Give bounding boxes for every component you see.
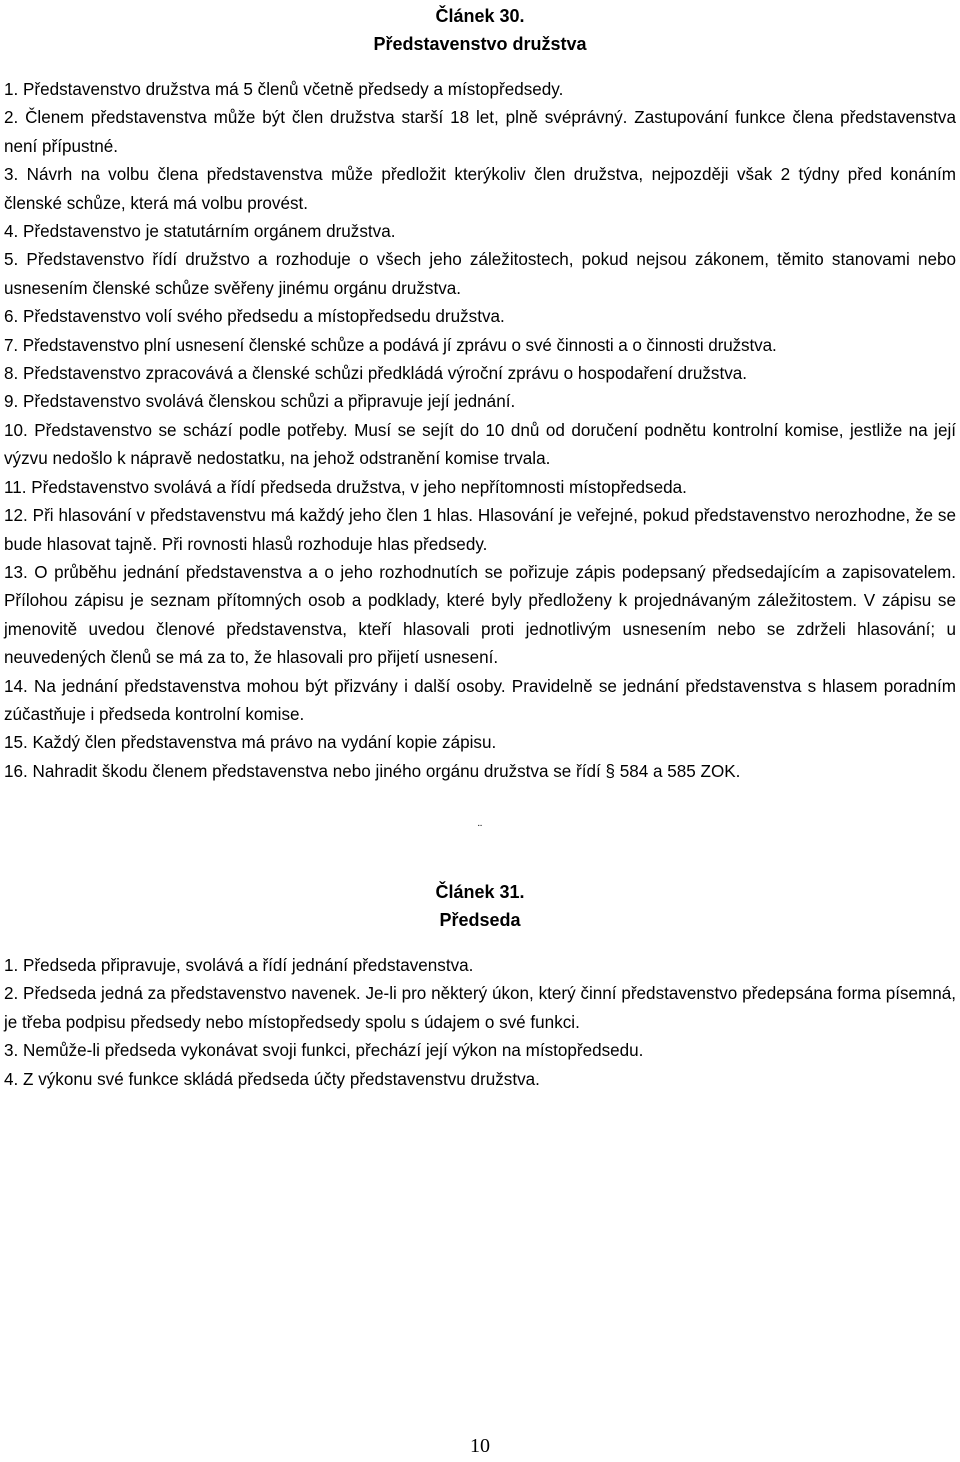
- paragraph-30-3: 3. Návrh na volbu člena představenstva může předložit kterýkoliv člen družstva, nejpozději však 2 týdny před konáním členské schůze, která má volbu provést.: [4, 165, 956, 213]
- article-30: [0, 2, 960, 786]
- article-30-number: Článek 30.: [435, 6, 525, 26]
- paragraph-30-6: 6. Představenstvo volí svého předsedu a místopředsedu družstva.: [4, 307, 505, 327]
- separator-mark: ¨: [478, 822, 482, 836]
- paragraph-30-7: 7. Představenstvo plní usnesení členské schůze a podává jí zprávu o své činnosti a o činnosti družstva.: [4, 335, 777, 355]
- paragraph-31-2: 2. Předseda jedná za představenstvo navenek. Je-li pro některý úkon, který činní představenstvo předepsána forma písemná, je třeba podpisu předsedy nebo místopředsedy spolu s údajem o své funkci.: [4, 984, 956, 1032]
- page-number: 10: [470, 1435, 490, 1457]
- paragraph-30-5: 5. Představenstvo řídí družstvo a rozhoduje o všech jeho záležitostech, pokud nejsou zákonem, těmito stanovami nebo usnesením členské schůze svěřeny jinému orgánu družstva.: [4, 250, 956, 298]
- paragraph-30-13: 13. O průběhu jednání představenstva a o jeho rozhodnutích se pořizuje zápis podepsaný předsedajícím a zapisovatelem. Přílohou zápisu je seznam přítomných osob a podklady, které byly předloženy k projednávaným záležitostem. V zápisu se jmenovitě uvedou členové představenstva, kteří hlasovali proti jednotlivým usnesením nebo se zdrželi hlasování; u neuvedených členů se má za to, že hlasovali pro přijetí usnesení.: [4, 562, 956, 668]
- paragraph-30-15: 15. Každý člen představenstva má právo na vydání kopie zápisu.: [4, 733, 497, 753]
- article-31-paragraphs: [0, 952, 960, 1094]
- paragraph-30-16: 16. Nahradit škodu členem představenstva nebo jiného orgánu družstva se řídí § 584 a 585 ZOK.: [4, 761, 741, 781]
- paragraph-30-10: 10. Představenstvo se schází podle potřeby. Musí se sejít do 10 dnů od doručení podnětu kontrolní komise, jestliže na její výzvu nedošlo k nápravě nedostatku, na jehož odstranění komise trvala.: [4, 420, 956, 469]
- paragraph-31-4: 4. Z výkonu své funkce skládá předseda účty představenstvu družstva.: [4, 1069, 540, 1089]
- article-31-number: Článek 31.: [435, 882, 525, 902]
- paragraph-30-8: 8. Představenstvo zpracovává a členské schůzi předkládá výroční zprávu o hospodaření družstva.: [4, 364, 748, 384]
- paragraph-30-9: 9. Představenstvo svolává členskou schůzi a připravuje její jednání.: [4, 392, 516, 412]
- paragraph-30-1: 1. Představenstvo družstva má 5 členů včetně předsedy a místopředsedy.: [4, 80, 564, 99]
- article-31: [0, 878, 960, 1094]
- paragraph-30-14: 14. Na jednání představenstva mohou být přizvány i další osoby. Pravidelně se jednání představenstva s hlasem poradním zúčastňuje i předseda kontrolní komise.: [4, 676, 956, 724]
- paragraph-30-4: 4. Představenstvo je statutárním orgánem družstva.: [4, 222, 396, 242]
- paragraph-30-11: 11. Představenstvo svolává a řídí předseda družstva, v jeho nepřítomnosti místopředseda.: [4, 477, 687, 497]
- paragraph-31-1: 1. Předseda připravuje, svolává a řídí jednání představenstva.: [4, 956, 474, 975]
- paragraph-30-12: 12. Při hlasování v představenstvu má každý jeho člen 1 hlas. Hlasování je veřejné, pokud představenstvo nerozhodne, že se bude hlasovat tajně. Při rovnosti hlasů rozhoduje hlas předsedy.: [4, 506, 956, 554]
- paragraph-31-3: 3. Nemůže-li předseda vykonávat svoji funkci, přechází její výkon na místopředsedu.: [4, 1041, 644, 1061]
- paragraph-30-2: 2. Členem představenstva může být člen družstva starší 18 let, plně svéprávný. Zastupování funkce člena představenstva není přípustné.: [4, 108, 956, 156]
- article-30-title: Představenstvo družstva: [373, 34, 587, 54]
- article-30-paragraphs: [0, 76, 960, 786]
- article-31-title: Předseda: [439, 910, 521, 930]
